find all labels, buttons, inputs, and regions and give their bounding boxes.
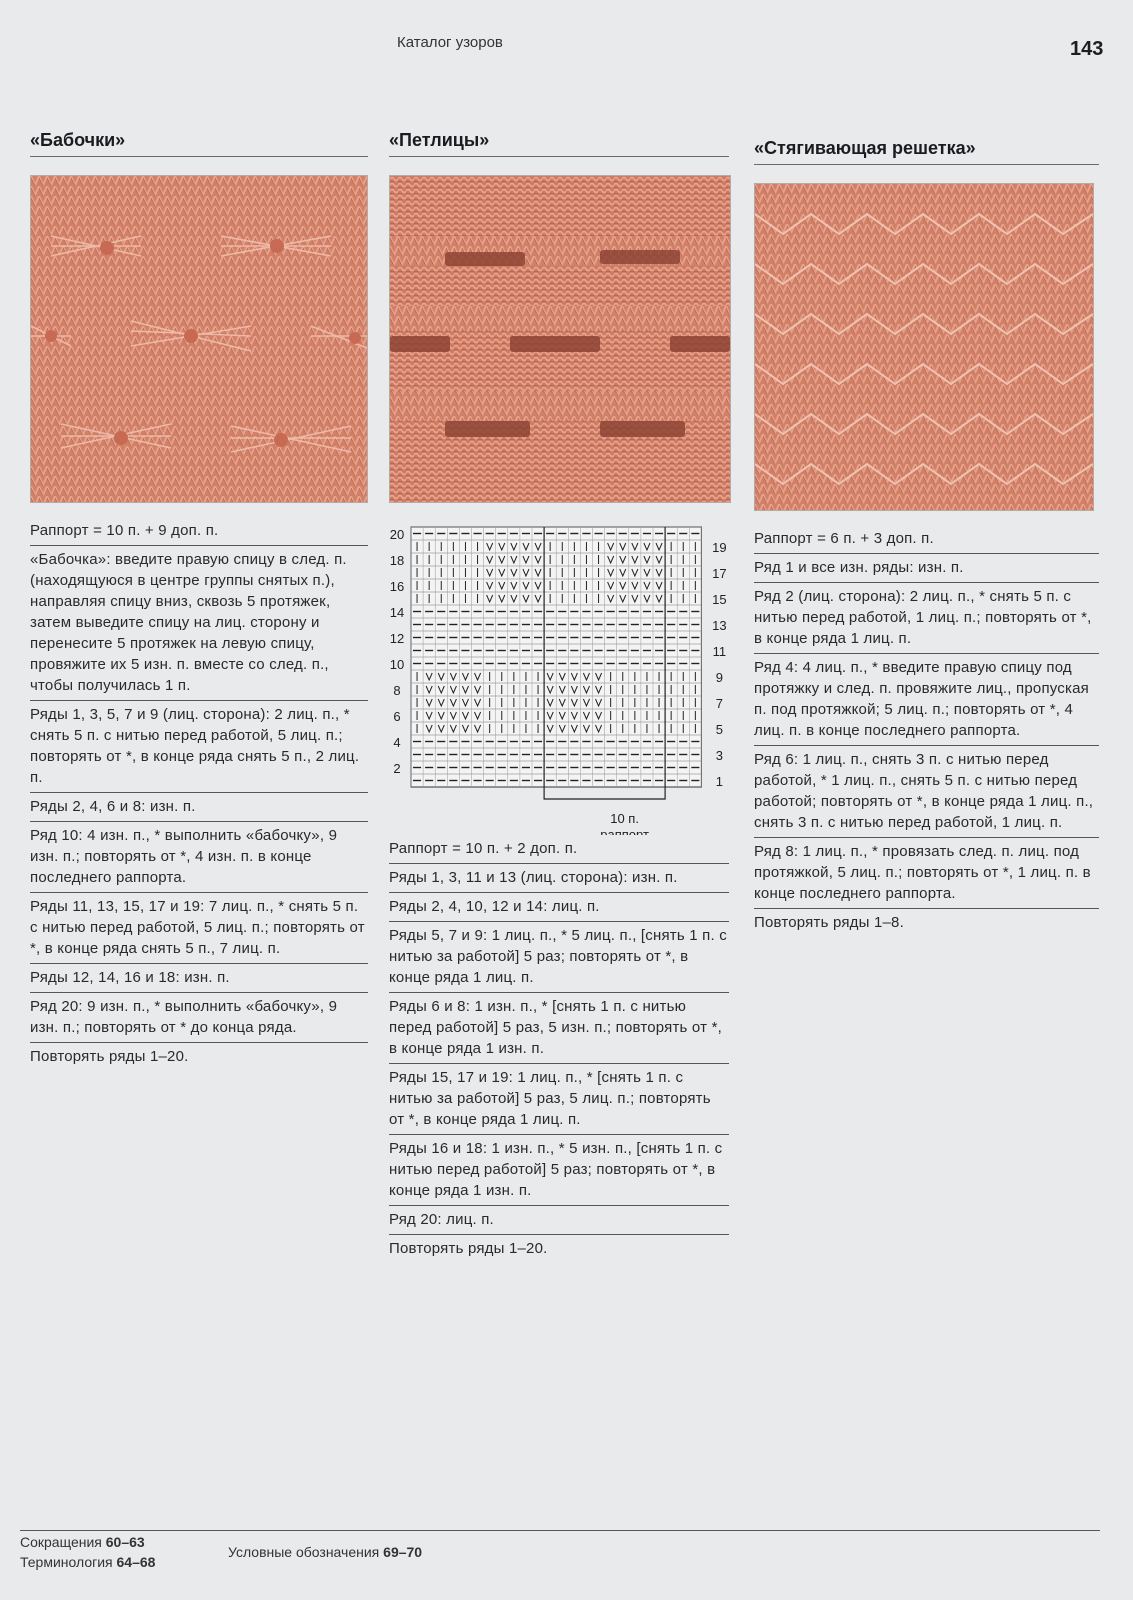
instruction-block: Ряды 2, 4, 10, 12 и 14: лиц. п. — [389, 893, 729, 922]
instruction-block: Ряд 10: 4 изн. п., * выполнить «бабочку», 9 изн. п.; повторять от *, 4 изн. п. в конце последнего раппорта. — [30, 822, 368, 893]
chart-row-label-left: 4 — [393, 735, 401, 750]
instruction-block: Ряды 1, 3, 5, 7 и 9 (лиц. сторона): 2 лиц. п., * снять 5 п. с нитью перед работой, 5 лиц. п.; повторять от *, в конце ряда снять 5 п., 2 лиц. п. — [30, 701, 368, 793]
pattern-title: «Бабочки» — [30, 130, 126, 150]
instruction-block: Ряд 1 и все изн. ряды: изн. п. — [754, 554, 1099, 583]
swatch-photo-loops — [389, 175, 731, 503]
instruction-block: Ряды 2, 4, 6 и 8: изн. п. — [30, 793, 368, 822]
chart-row-label-right: 15 — [712, 592, 727, 607]
chart-row-label-left: 8 — [393, 683, 401, 698]
instruction-block: Ряды 5, 7 и 9: 1 лиц. п., * 5 лиц. п., [снять 1 п. с нитью за работой] 5 раз; повторять от *, в конце ряда 1 лиц. п. — [389, 922, 729, 993]
instruction-block: Ряды 1, 3, 11 и 13 (лиц. сторона): изн. п. — [389, 864, 729, 893]
chart-row-label-left: 16 — [389, 579, 405, 594]
title-divider — [389, 156, 729, 157]
instruction-list — [30, 517, 368, 1071]
instruction-block: Повторять ряды 1–20. — [30, 1048, 189, 1065]
instruction-block: Ряды 16 и 18: 1 изн. п., * 5 изн. п., [снять 1 п. с нитью перед работой] 5 раз; повторять от *, в конце ряда 1 изн. п. — [389, 1135, 729, 1206]
instruction-list — [754, 525, 1099, 937]
chart-row-label-left: 12 — [389, 631, 405, 646]
repeat-word: раппорт — [600, 827, 649, 835]
instruction-block: Ряды 6 и 8: 1 изн. п., * [снять 1 п. с нитью перед работой] 5 раз, 5 изн. п.; повторять от *, в конце ряда 1 изн. п. — [389, 993, 729, 1064]
title-divider — [754, 164, 1099, 165]
footer-link-abbreviations[interactable]: Сокращения 60–63 — [20, 1534, 145, 1550]
instruction-block: Ряд 2 (лиц. сторона): 2 лиц. п., * снять 5 п. с нитью перед работой, 1 лиц. п.; повторять от *, в конце ряда 1 лиц. п. — [754, 583, 1099, 654]
instruction-block: Повторять ряды 1–8. — [754, 914, 904, 931]
stitch-chart — [389, 517, 729, 835]
chart-grid-svg — [389, 517, 729, 835]
chart-row-label-left: 20 — [389, 527, 405, 542]
instruction-block: Раппорт = 10 п. + 9 доп. п. — [30, 517, 368, 546]
instruction-block: Ряд 8: 1 лиц. п., * провязать след. п. лиц. под протяжкой, 5 лиц. п.; повторять от *, 1 лиц. п. в конце последнего раппорта. — [754, 838, 1099, 909]
footer-divider — [20, 1530, 1100, 1531]
footer-link-terminology[interactable]: Терминология 64–68 — [20, 1554, 156, 1570]
pattern-column-butterflies — [30, 128, 368, 1071]
title-divider — [30, 156, 368, 157]
chart-row-label-right: 1 — [715, 774, 724, 789]
instruction-block: Повторять ряды 1–20. — [389, 1240, 548, 1257]
instruction-block: Ряд 20: 9 изн. п., * выполнить «бабочку», 9 изн. п.; повторять от * до конца ряда. — [30, 993, 368, 1043]
chart-row-label-left: 10 — [389, 657, 405, 672]
instruction-block: Ряды 12, 14, 16 и 18: изн. п. — [30, 964, 368, 993]
swatch-photo-lattice — [754, 183, 1094, 511]
chart-row-label-left: 6 — [393, 709, 401, 724]
chart-row-label-right: 7 — [715, 696, 724, 711]
chart-row-label-right: 11 — [712, 644, 727, 659]
instruction-block: Ряды 11, 13, 15, 17 и 19: 7 лиц. п., * снять 5 п. с нитью перед работой, 5 лиц. п.; повторять от *, в конце ряда снять 5 п., 7 лиц. п. — [30, 893, 368, 964]
chart-row-label-right: 19 — [712, 540, 727, 555]
instruction-block: «Бабочка»: введите правую спицу в след. п. (находящуюся в центре группы снятых п.), направляя спицу вниз, сквозь 5 протяжек, затем выведите спицу на лиц. сторону и перенесите 5 протяжек на левую спицу, провяжите их 5 изн. п. вместе со след. п., чтобы получилась 1 п. — [30, 546, 368, 701]
chart-row-label-left: 18 — [389, 553, 405, 568]
chart-row-label-left: 2 — [393, 761, 401, 776]
pattern-column-loops — [389, 128, 729, 1263]
pattern-title: «Петлицы» — [389, 130, 490, 150]
swatch-photo-butterflies — [30, 175, 368, 503]
chart-row-label-right: 13 — [712, 618, 727, 633]
instruction-block: Раппорт = 6 п. + 3 доп. п. — [754, 525, 1099, 554]
pattern-column-lattice — [754, 128, 1099, 937]
chart-row-label-right: 17 — [712, 566, 727, 581]
instruction-block: Ряды 15, 17 и 19: 1 лиц. п., * [снять 1 п. с нитью за работой] 5 раз, 5 лиц. п.; повторять от *, в конце ряда 1 лиц. п. — [389, 1064, 729, 1135]
repeat-label: 10 п. — [610, 811, 639, 826]
pattern-title: «Стягивающая решетка» — [754, 138, 976, 158]
footer-link-symbols[interactable]: Условные обозначения 69–70 — [228, 1544, 423, 1560]
chart-row-label-right: 5 — [715, 722, 724, 737]
page-number: 143 — [1070, 38, 1104, 60]
instruction-block: Ряд 4: 4 лиц. п., * введите правую спицу под протяжку и след. п. провяжите лиц., пропуская п. под протяжкой; 5 лиц. п.; повторять от *, 4 лиц. п. в конце последнего раппорта. — [754, 654, 1099, 746]
instruction-block: Ряд 6: 1 лиц. п., снять 3 п. с нитью перед работой, * 1 лиц. п., снять 5 п. с нитью перед работой; повторять от *, в конце ряда 1 лиц. п., снять 3 п. с нитью перед работой, 1 лиц. п. — [754, 746, 1099, 838]
instruction-block: Ряд 20: лиц. п. — [389, 1206, 729, 1235]
instruction-list — [389, 835, 729, 1263]
chart-row-label-left: 14 — [389, 605, 405, 620]
running-header: Каталог узоров — [397, 34, 503, 51]
chart-row-label-right: 9 — [715, 670, 724, 685]
instruction-block: Раппорт = 10 п. + 2 доп. п. — [389, 835, 729, 864]
chart-row-label-right: 3 — [715, 748, 724, 763]
